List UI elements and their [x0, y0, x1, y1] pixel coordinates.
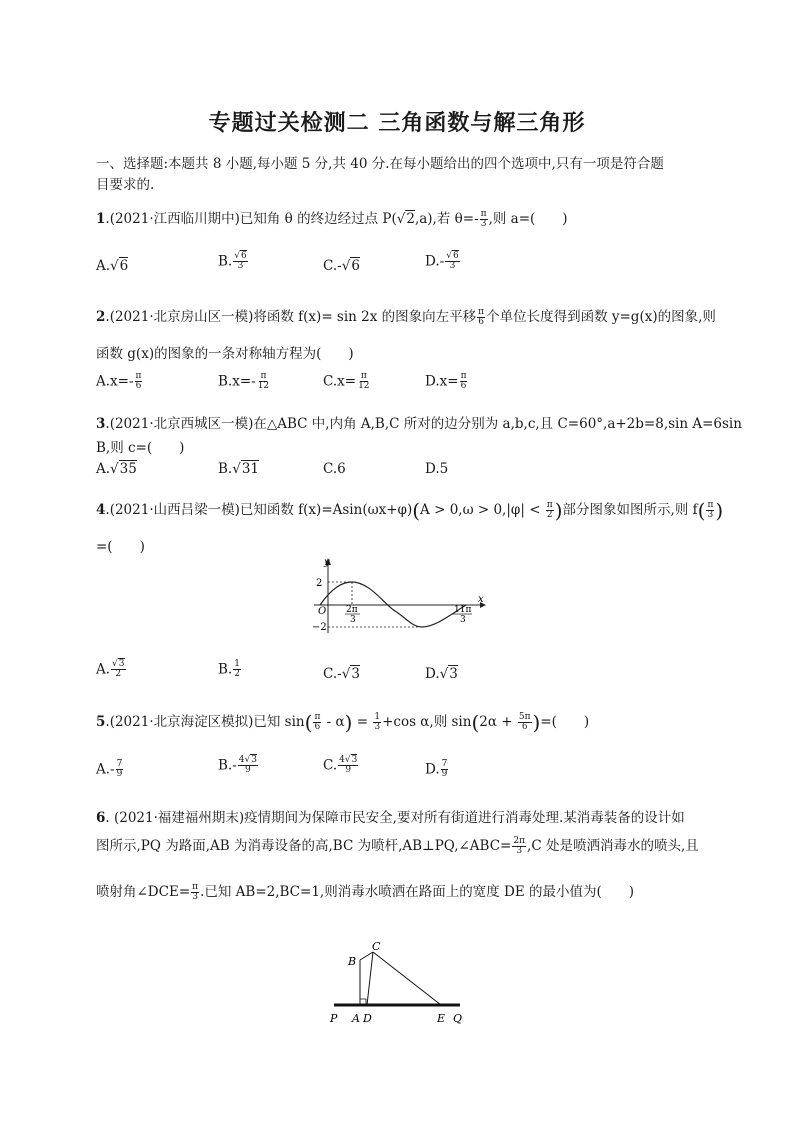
denominator: 6 — [460, 381, 467, 392]
fraction — [233, 660, 241, 680]
q2-option-a[interactable] — [96, 372, 143, 392]
q5-option-b[interactable] — [218, 756, 259, 776]
fraction — [518, 713, 532, 733]
q1-text-b: ,a),若 θ=- — [414, 211, 479, 227]
segment-bc — [360, 952, 373, 960]
fraction — [445, 252, 459, 272]
sqrt-sign — [110, 257, 128, 274]
denominator: 12 — [358, 381, 370, 392]
numerator: 7 — [116, 759, 123, 769]
q3-option-a[interactable] — [96, 461, 137, 477]
fraction — [233, 252, 247, 272]
denominator: 3 — [707, 510, 714, 520]
numerator: π — [192, 881, 199, 892]
radicand: 3 — [351, 666, 360, 682]
q2-text-a: .(2021·北京房山区一模)将函数 f(x)= sin 2x 的图象向左平移 — [105, 309, 477, 325]
q1-text-a: .(2021·江西临川期中)已知角 θ 的终边经过点 P( — [105, 211, 397, 227]
denominator: 2 — [115, 669, 122, 680]
x-tick-11pi-3-den: 3 — [460, 615, 466, 625]
fraction — [512, 837, 526, 857]
q2-option-c[interactable] — [323, 372, 372, 392]
radicand: 3 — [351, 755, 358, 765]
q1-option-d[interactable] — [425, 252, 461, 272]
question-3 — [96, 412, 742, 432]
sqrt-sign — [345, 754, 357, 765]
sqrt-sign — [440, 665, 458, 682]
coefficient: 4 — [339, 755, 345, 765]
fraction — [191, 883, 199, 903]
q5-option-c[interactable] — [323, 756, 359, 776]
option-label: B. — [218, 461, 233, 477]
q1-fraction — [480, 210, 488, 230]
paren-open: ( — [471, 710, 480, 735]
radicand: 3 — [449, 666, 458, 682]
option-label: A. — [96, 661, 111, 678]
option-label: B. — [218, 661, 233, 678]
x-axis-label: x — [478, 594, 484, 605]
denominator: 9 — [441, 769, 448, 780]
sqrt-sign — [110, 460, 137, 477]
denominator: 3 — [237, 261, 244, 272]
question-1 — [96, 207, 568, 229]
denominator: 12 — [257, 381, 270, 392]
question-2 — [96, 305, 716, 327]
radicand: 6 — [452, 251, 459, 261]
option-label: A.- — [96, 761, 115, 778]
denominator: 3 — [192, 892, 198, 902]
numerator: 1 — [234, 659, 240, 669]
radicand: 3 — [251, 755, 257, 765]
y-tick-neg2: −2 — [312, 622, 327, 633]
numerator: 2π — [513, 835, 526, 846]
paren-close: ) — [532, 710, 541, 735]
q1-option-a[interactable] — [96, 258, 128, 274]
numerator: π — [460, 371, 467, 381]
question-number: 2 — [96, 309, 106, 325]
radicand: 35 — [119, 461, 137, 477]
option-label: A. — [96, 461, 111, 477]
option-label: B.x=- — [218, 373, 256, 390]
denominator: 6 — [478, 317, 484, 327]
q5-text-b: +cos α,则 sin — [382, 714, 472, 730]
denominator: 2 — [234, 669, 240, 680]
q5-text-a: .(2021·北京海淀区模拟)已知 sin — [105, 714, 305, 730]
option-label: D.- — [425, 253, 445, 270]
radicand: 31 — [241, 461, 260, 477]
label-p: P — [330, 1012, 338, 1025]
section-instruction-line2: 目要求的. — [96, 177, 155, 193]
fraction — [357, 372, 370, 392]
y-tick-2: 2 — [316, 578, 323, 589]
option-label: D. — [425, 666, 440, 682]
q1-option-b[interactable] — [218, 252, 249, 272]
label-q: Q — [453, 1012, 463, 1025]
q3-option-c[interactable]: C.6 — [323, 461, 346, 477]
q5-p1-tail: - α — [322, 714, 345, 730]
question-number: 5 — [96, 714, 106, 730]
question-number: 6 — [96, 810, 106, 826]
paren-close: ) — [344, 710, 353, 735]
fraction — [257, 372, 270, 392]
label-d: D — [363, 1012, 372, 1025]
q5-option-d[interactable] — [425, 760, 449, 780]
fraction — [111, 660, 125, 680]
segment-cd — [367, 952, 373, 1005]
label-b: B — [348, 955, 357, 968]
numerator: π — [135, 371, 142, 381]
q6-line3-a: 喷射角∠DCE= — [96, 884, 191, 900]
q5-p2-head: 2α + — [479, 714, 517, 730]
label-c: C — [372, 940, 381, 953]
q2-text-b: 个单位长度得到函数 y=g(x)的图象,则 — [486, 309, 716, 325]
denominator: 9 — [245, 765, 251, 776]
option-label: A.x=- — [96, 373, 134, 390]
equals-sign: = — [352, 714, 373, 730]
origin-label: O — [318, 606, 327, 617]
q4-sine-graph — [310, 555, 490, 635]
denominator: 3 — [516, 846, 523, 856]
q1-option-c[interactable] — [323, 258, 360, 274]
denominator: 9 — [345, 765, 352, 776]
paren-close: ) — [715, 498, 724, 523]
option-label: B. — [218, 253, 233, 270]
numerator: π — [478, 306, 485, 317]
numerator: π — [314, 711, 321, 722]
denominator: 6 — [521, 722, 528, 732]
question-number: 1 — [96, 211, 106, 227]
option-label: B.- — [218, 757, 237, 774]
q5-text-c: =( ) — [540, 714, 590, 730]
numerator: π — [546, 499, 553, 510]
radicand: 6 — [351, 258, 360, 274]
q4-option-c[interactable] — [323, 666, 360, 682]
q2-option-b[interactable] — [218, 372, 271, 392]
q3-option-b[interactable] — [218, 461, 259, 477]
denominator: 9 — [116, 769, 123, 780]
q2-fraction — [477, 308, 485, 328]
q6-sprayer-figure — [322, 938, 472, 1028]
numerator: π — [260, 371, 267, 381]
fraction — [441, 760, 449, 780]
radicand: 6 — [119, 258, 129, 274]
numerator: π — [480, 208, 487, 219]
q4-condition: A > 0,ω > 0,|φ| < — [420, 502, 545, 518]
fraction — [338, 756, 358, 776]
q4-option-d[interactable] — [425, 666, 458, 682]
sqrt-sign — [397, 210, 415, 227]
numerator: π — [707, 499, 714, 510]
denominator: 6 — [314, 722, 321, 732]
option-label: C.- — [323, 258, 342, 274]
question-6 — [96, 806, 685, 826]
question-5 — [96, 710, 589, 735]
fraction — [313, 713, 321, 733]
fraction — [460, 372, 468, 392]
denominator: 2 — [546, 510, 553, 520]
option-label: C. — [323, 757, 338, 774]
y-axis-label: y — [324, 557, 330, 568]
fraction — [706, 501, 714, 521]
numerator: 5π — [518, 711, 531, 722]
q6-line1: . (2021·福建福州期末)疫情期间为保障市民安全,要对所有街道进行消毒处理.某消毒装备的设计如 — [105, 810, 685, 826]
fraction — [238, 756, 258, 776]
segment-ce — [373, 952, 441, 1005]
q4-text-a: .(2021·山西吕梁一模)已知函数 f(x)=Asin(ωx+φ) — [105, 502, 413, 518]
question-number: 4 — [96, 502, 106, 518]
question-4 — [96, 498, 723, 523]
sqrt-sign — [245, 754, 257, 765]
q4-option-b[interactable] — [218, 660, 242, 680]
fraction — [116, 760, 124, 780]
label-a: A — [352, 1012, 360, 1025]
numerator: π — [360, 371, 367, 381]
coefficient: 4 — [238, 755, 245, 765]
q2-option-d[interactable] — [425, 372, 468, 392]
option-label: D. — [425, 761, 440, 778]
x-tick-11pi-3-num: 11π — [454, 605, 472, 615]
page-title: 专题过关检测二 三角函数与解三角形 — [208, 111, 586, 136]
q1-radicand: 2 — [406, 211, 415, 227]
q2-line2: 函数 g(x)的图象的一条对称轴方程为( ) — [96, 346, 354, 362]
sqrt-sign — [342, 257, 360, 274]
q6-line2-b: ,C 处是喷洒消毒水的喷头,且 — [527, 838, 699, 854]
paren-open: ( — [697, 498, 706, 523]
q5-option-a[interactable] — [96, 760, 124, 780]
fraction — [373, 713, 381, 733]
q1-text-c: ,则 a=( ) — [488, 211, 568, 227]
denominator: 3 — [374, 722, 381, 732]
radicand: 6 — [240, 251, 247, 261]
paren-open: ( — [412, 498, 421, 523]
q3-line1: .(2021·北京西城区一模)在△ABC 中,内角 A,B,C 所对的边分别为 a,b,c,且 C=60°,a+2b=8,sin A=6sin — [105, 416, 742, 432]
q4-line2: =( ) — [96, 539, 145, 555]
fraction — [135, 372, 143, 392]
option-label: A. — [96, 258, 111, 274]
paren-open: ( — [304, 710, 313, 735]
paren-close: ) — [554, 498, 563, 523]
fraction — [546, 501, 554, 521]
q6-line3 — [96, 880, 634, 902]
sqrt-sign — [232, 460, 259, 477]
q3-option-d[interactable]: D.5 — [425, 461, 449, 477]
denominator: 3 — [480, 219, 487, 229]
sqrt-sign — [342, 665, 360, 682]
option-label: D.x= — [425, 373, 459, 390]
denominator: 6 — [135, 381, 142, 392]
option-label: C.x= — [323, 373, 357, 390]
section-instruction-line1: 一、选择题:本题共 8 小题,每小题 5 分,共 40 分.在每小题给出的四个选项中,只有一项是符合题 — [96, 156, 664, 172]
q6-line2-a: 图所示,PQ 为路面,AB 为消毒设备的高,BC 为喷杆,AB⊥PQ,∠ABC= — [96, 838, 512, 854]
radicand: 3 — [118, 659, 125, 669]
q6-line2 — [96, 834, 699, 856]
label-e: E — [437, 1012, 446, 1025]
denominator: 3 — [449, 261, 456, 272]
q3-line2: B,则 c=( ) — [96, 440, 185, 456]
numerator: 1 — [374, 711, 381, 722]
q4-text-b: 部分图象如图所示,则 f — [562, 502, 698, 518]
option-label: C.- — [323, 666, 342, 682]
q6-line3-b: .已知 AB=2,BC=1,则消毒水喷洒在路面上的宽度 DE 的最小值为( ) — [200, 884, 634, 900]
x-tick-2pi-3-den: 3 — [350, 615, 356, 625]
x-tick-2pi-3-num: 2π — [346, 605, 358, 615]
numerator: 7 — [441, 759, 448, 769]
question-number: 3 — [96, 416, 106, 432]
q4-option-a[interactable] — [96, 660, 127, 680]
